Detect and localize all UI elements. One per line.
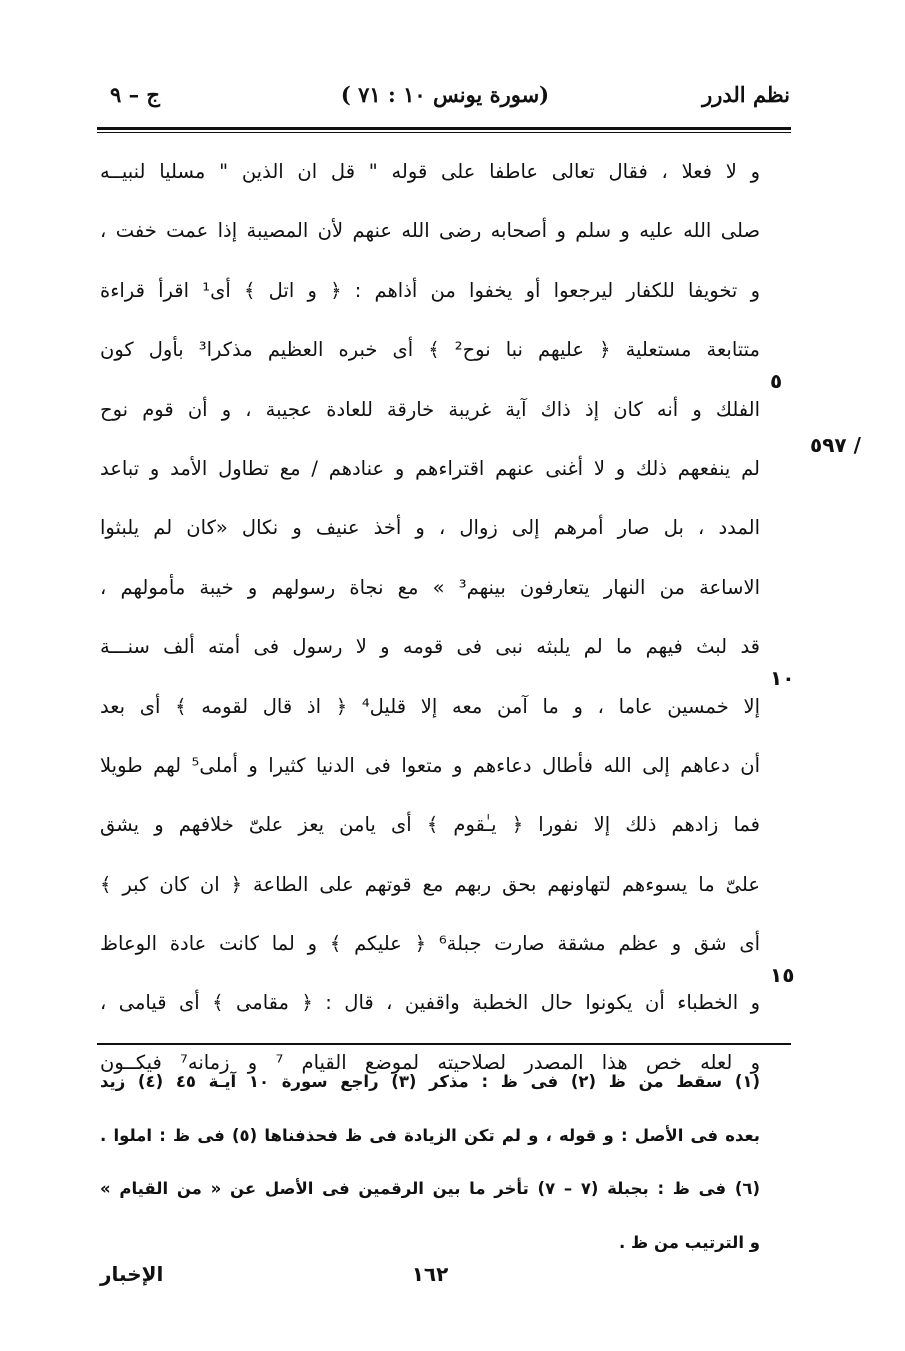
text-line: الاساعة من النهار يتعارفون بينهم³ » مع نجاة رسولهم و خيبة مأمولهم ، <box>100 575 760 599</box>
text-line: لم ينفعهم ذلك و لا أغنى عنهم اقتراءهم و عنادهم / مع تطاول الأمد و تباعد <box>100 456 760 480</box>
footnotes <box>100 1055 760 1269</box>
line-number-15: ١٥ <box>770 963 795 987</box>
line-number-5: ٥ <box>770 369 783 393</box>
text-line: و لعله خص هذا المصدر لصلاحيته لموضع القيام ⁷ و زمانه⁷ فيكــون <box>100 1050 760 1074</box>
text-line: صلى الله عليه و سلم و أصحابه رضى الله عنهم لأن المصيبة إذا عمت خفت ، <box>100 219 760 243</box>
footnote-line: بعده فى الأصل : و قوله ، و لم تكن الزيادة فى ظ فحذفناها (٥) فى ظ : املوا . <box>100 1125 760 1145</box>
text-line: المدد ، بل صار أمرهم إلى زوال ، و أخذ عنيف و نكال «كان لم يلبثوا <box>100 516 760 540</box>
book-title: نظم الدرر <box>702 82 790 107</box>
running-header <box>100 78 790 118</box>
footnote-line: و الترتيب من ظ . <box>619 1232 760 1252</box>
text-line: فما زادهم ذلك إلا نفورا ﴿ يـٰقوم ﴾ أى يامن يعز علىّ خلافهم و يشق <box>100 813 760 837</box>
text-line: علىّ ما يسوءهم لتهاونهم بحق ربهم مع قوتهم على الطاعة ﴿ ان كان كبر ﴾ <box>100 872 760 896</box>
surah-reference: (سورة يونس ١٠ : ٧١ ) <box>340 82 550 107</box>
catchword: الإخبار <box>100 1262 164 1286</box>
footnote-separator <box>97 1043 791 1045</box>
text-line: إلا خمسين عاما ، و ما آمن معه إلا قليل⁴ ﴿ اذ قال لقومه ﴾ أى بعد <box>100 694 760 718</box>
text-line: قد لبث فيهم ما لم يلبثه نبى فى قومه و لا رسول فى أمته ألف سنـــة <box>100 635 760 659</box>
footnote-line: (٦) فى ظ : بجبلة (٧ – ٧) تأخر ما بين الرقمين فى الأصل عن « من القيام » <box>100 1179 760 1198</box>
text-line: أى شق و عظم مشقة صارت جبلة⁶ ﴿ عليكم ﴾ و لما كانت عادة الوعاظ <box>100 932 760 956</box>
text-line: متتابعة مستعلية ﴿ عليهم نبا نوح² ﴾ أى خبره العظيم مذكرا³ بأول كون <box>100 338 760 362</box>
text-line: و الخطباء أن يكونوا حال الخطبة واقفين ، قال : ﴿ مقامى ﴾ أى قيامى ، <box>100 991 760 1015</box>
text-line: و تخويفا للكفار ليرجعوا أو يخفوا من أذاهم : ﴿ و اتل ﴾ أى¹ اقرأ قراءة <box>100 278 760 302</box>
manuscript-page-marker: / ٥٩٧ <box>810 433 861 457</box>
main-text <box>100 142 760 1092</box>
header-rule <box>97 127 791 130</box>
footnote-line: (١) سقط من ظ (٢) فى ظ : مذكر (٣) راجع سورة ١٠ آيـة ٤٥ (٤) زيد <box>100 1072 760 1091</box>
text-line: الفلك و أنه كان إذ ذاك آية غريبة خارقة للعادة عجيبة ، و أن قوم نوح <box>100 397 760 421</box>
text-line: أن دعاهم إلى الله فأطال دعاءهم و متعوا فى الدنيا كثيرا و أملى⁵ لهم طويلا <box>100 753 760 777</box>
header-rule-thin <box>97 132 791 133</box>
line-number-10: ١٠ <box>770 666 795 690</box>
volume-number: ج – ٩ <box>110 82 160 107</box>
text-line: و لا فعلا ، فقال تعالى عاطفا على قوله " قل ان الذين " مسليا لنبيــه <box>100 160 760 183</box>
page-number: ١٦٢ <box>411 1262 449 1286</box>
